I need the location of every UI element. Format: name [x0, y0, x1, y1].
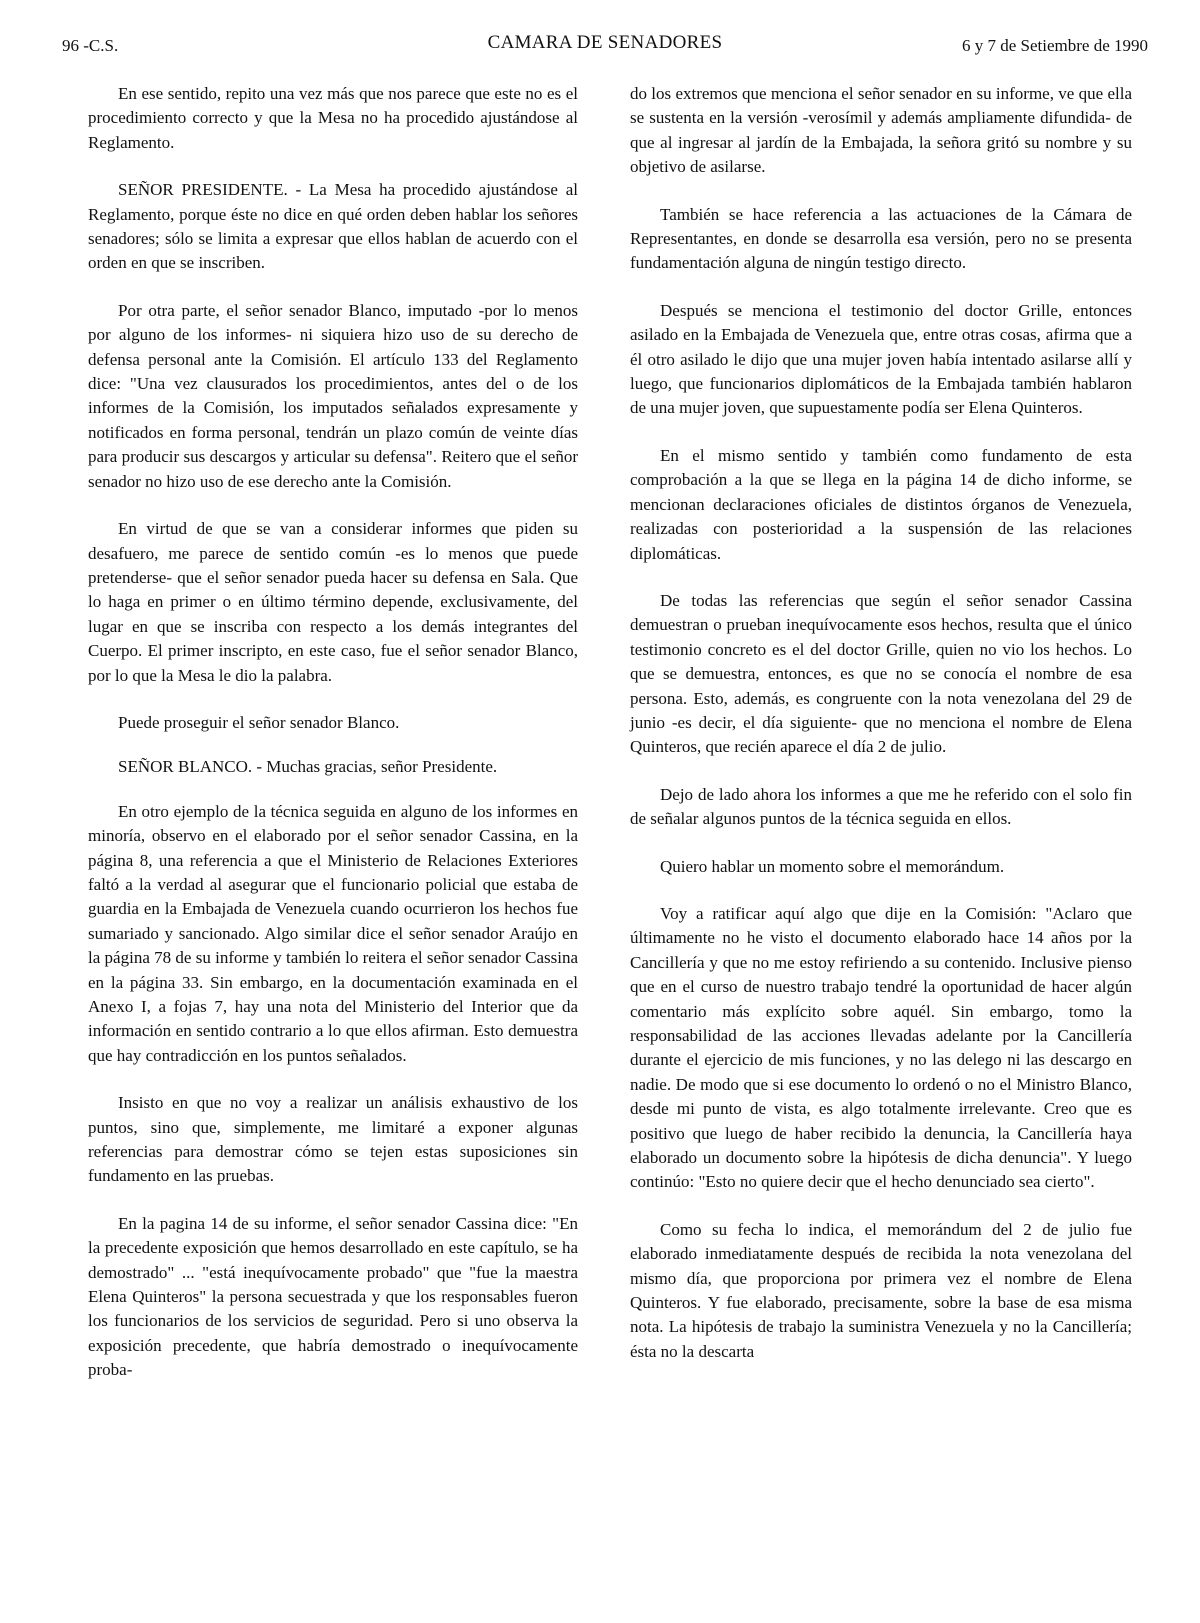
paragraph: Quiero hablar un momento sobre el memorándum.	[660, 856, 1005, 876]
paragraph: En el mismo sentido y también como fundamento de esta comprobación a la que se llega en la página 14 de dicho informe, se mencionan declaraciones oficiales de distintos órganos de Venezuela, realizadas con posterioridad a la suspensión de las relaciones diplomáticas.	[630, 445, 1132, 563]
page-header	[62, 30, 1148, 60]
paragraph: SEÑOR PRESIDENTE. - La Mesa ha procedido ajustándose al Reglamento, porque éste no dice en qué orden deben hablar los señores senadores; sólo se limita a expresar que ellos hablan de acuerdo con el orden en que se inscriben.	[88, 180, 578, 273]
paragraph: Como su fecha lo indica, el memorándum del 2 de julio fue elaborado inmediatamente después de recibida la nota venezolana del mismo día, que proporciona por primera vez el nombre de Elena Quinteros. Y fue elaborado, precisamente, sobre la base de esa misma nota. La hipótesis de trabajo la suministra Venezuela y no la Cancillería; ésta no la descarta	[630, 1219, 1132, 1361]
paragraph: Insisto en que no voy a realizar un análisis exhaustivo de los puntos, sino que, simplemente, me limitaré a exponer algunas referencias para demostrar cómo se tejen estas suposiciones sin fundamento en las pruebas.	[88, 1093, 578, 1186]
paragraph: También se hace referencia a las actuaciones de la Cámara de Representantes, en donde se desarrolla esa versión, pero no se presenta fundamentación alguna de ningún testigo directo.	[630, 204, 1132, 273]
paragraph: En ese sentido, repito una vez más que nos parece que este no es el procedimiento correcto y que la Mesa no ha procedido ajustándose al Reglamento.	[88, 84, 578, 152]
paragraph: De todas las referencias que según el señor senador Cassina demuestran o prueban inequívocamente esos hechos, resulta que el único testimonio concreto es el del doctor Grille, quien no vio los hechos. Lo que se demuestra, entonces, es que no se conocía el nombre de esa persona. Esto, además, es congruente con la nota venezolana del 29 de junio -es decir, el día siguiente- que no menciona el nombre de Elena Quinteros, que recién aparece el día 2 de julio.	[630, 590, 1132, 757]
paragraph: do los extremos que menciona el señor senador en su informe, ve que ella se sustenta en la versión -verosímil y además ampliamente difundida- de que al ingresar al jardín de la Embajada, la señora gritó su nombre y su objetivo de asilarse.	[630, 84, 1132, 177]
left-column	[88, 82, 578, 1406]
paragraph: En otro ejemplo de la técnica seguida en alguno de los informes en minoría, observo en el elaborado por el señor senador Cassina, en la página 8, una referencia a que el Ministerio de Relaciones Exteriores faltó a la verdad al asegurar que el funcionario policial que estaba de guardia en la Embajada de Venezuela cuando ocurrieron los hechos fue sumariado y sancionado. Algo similar dice el señor senador Araújo en la página 78 de su informe y también lo reitera el señor senador Cassina en la página 33. Sin embargo, en la documentación examinada en el Anexo I, a fojas 7, hay una nota del Ministerio del Interior que da información en sentido contrario a lo que ellos afirman. Esto demuestra que hay contradicción en los puntos señalados.	[88, 801, 578, 1065]
paragraph: Después se menciona el testimonio del doctor Grille, entonces asilado en la Embajada de Venezuela que, entre otras cosas, afirma que a él otro asilado le dijo que una mujer joven había intentado asilarse allí y luego, que funcionarios diplomáticos de la Embajada también hablaron de una mujer joven, que supuestamente podía ser Elena Quinteros.	[630, 300, 1132, 418]
session-date: 6 y 7 de Setiembre de 1990	[961, 36, 1148, 55]
paragraph: Dejo de lado ahora los informes a que me he referido con el solo fin de señalar algunos puntos de la técnica seguida en ellos.	[630, 784, 1132, 829]
page-number: 96 -C.S.	[62, 36, 119, 55]
paragraph: Puede proseguir el señor senador Blanco.	[118, 712, 400, 732]
paragraph: En la pagina 14 de su informe, el señor senador Cassina dice: "En la precedente exposición que hemos desarrollado en este capítulo, se ha demostrado" ... "está inequívocamente probado" que "fue la maestra Elena Quinteros" la persona secuestrada y que los responsables fueron los funcionarios de los servicios de seguridad. Pero si uno observa la exposición precedente, que habría demostrado o inequívocamente proba-	[88, 1213, 578, 1380]
paragraph: Voy a ratificar aquí algo que dije en la Comisión: "Aclaro que últimamente no he visto el documento elaborado hace 14 años por la Cancillería y que no me estoy refiriendo a su contenido. Inclusive pienso que en el curso de nuestro trabajo tendré la oportunidad de hacer algún comentario más explícito sobre aquél. Sin embargo, tomo la responsabilidad de las acciones llevadas adelante por la Cancillería durante el ejercicio de mis funciones, y no las delego ni las descargo en nadie. De modo que si ese documento lo ordenó o no el Ministro Blanco, desde mi punto de vista, es algo totalmente irrelevante. Creo que es positivo que luego de haber recibido la denuncia, la Cancillería haya elaborado un documento sobre la hipótesis de dicha denuncia". Y luego continúo: "Esto no quiere decir que el hecho denunciado sea cierto".	[630, 903, 1132, 1192]
paragraph: En virtud de que se van a considerar informes que piden su desafuero, me parece de sentido común -es lo menos que puede pretenderse- que el señor senador pueda hacer su defensa en Sala. Que lo haga en primer o en último término depende, exclusivamente, del lugar en que se inscriba con respecto a los demás integrantes del Cuerpo. El primer inscripto, en este caso, fue el señor senador Blanco, por lo que la Mesa le dio la palabra.	[88, 519, 578, 685]
paragraph: SEÑOR BLANCO. - Muchas gracias, señor Presidente.	[118, 757, 498, 777]
right-column	[630, 82, 1132, 1387]
page-title: CAMARA DE SENADORES	[487, 32, 723, 53]
paragraph: Por otra parte, el señor senador Blanco, imputado -por lo menos por alguno de los informes- ni siquiera hizo uso de su derecho de defensa personal ante la Comisión. El artículo 133 del Reglamento dice: "Una vez clausurados los procedimientos, antes del o de los informes de la Comisión, los imputados señalados expresamente y notificados en forma personal, tendrán un plazo común de veinte días para producir sus descargos y articular su defensa". Reitero que el señor senador no hizo uso de ese derecho ante la Comisión.	[88, 300, 578, 491]
